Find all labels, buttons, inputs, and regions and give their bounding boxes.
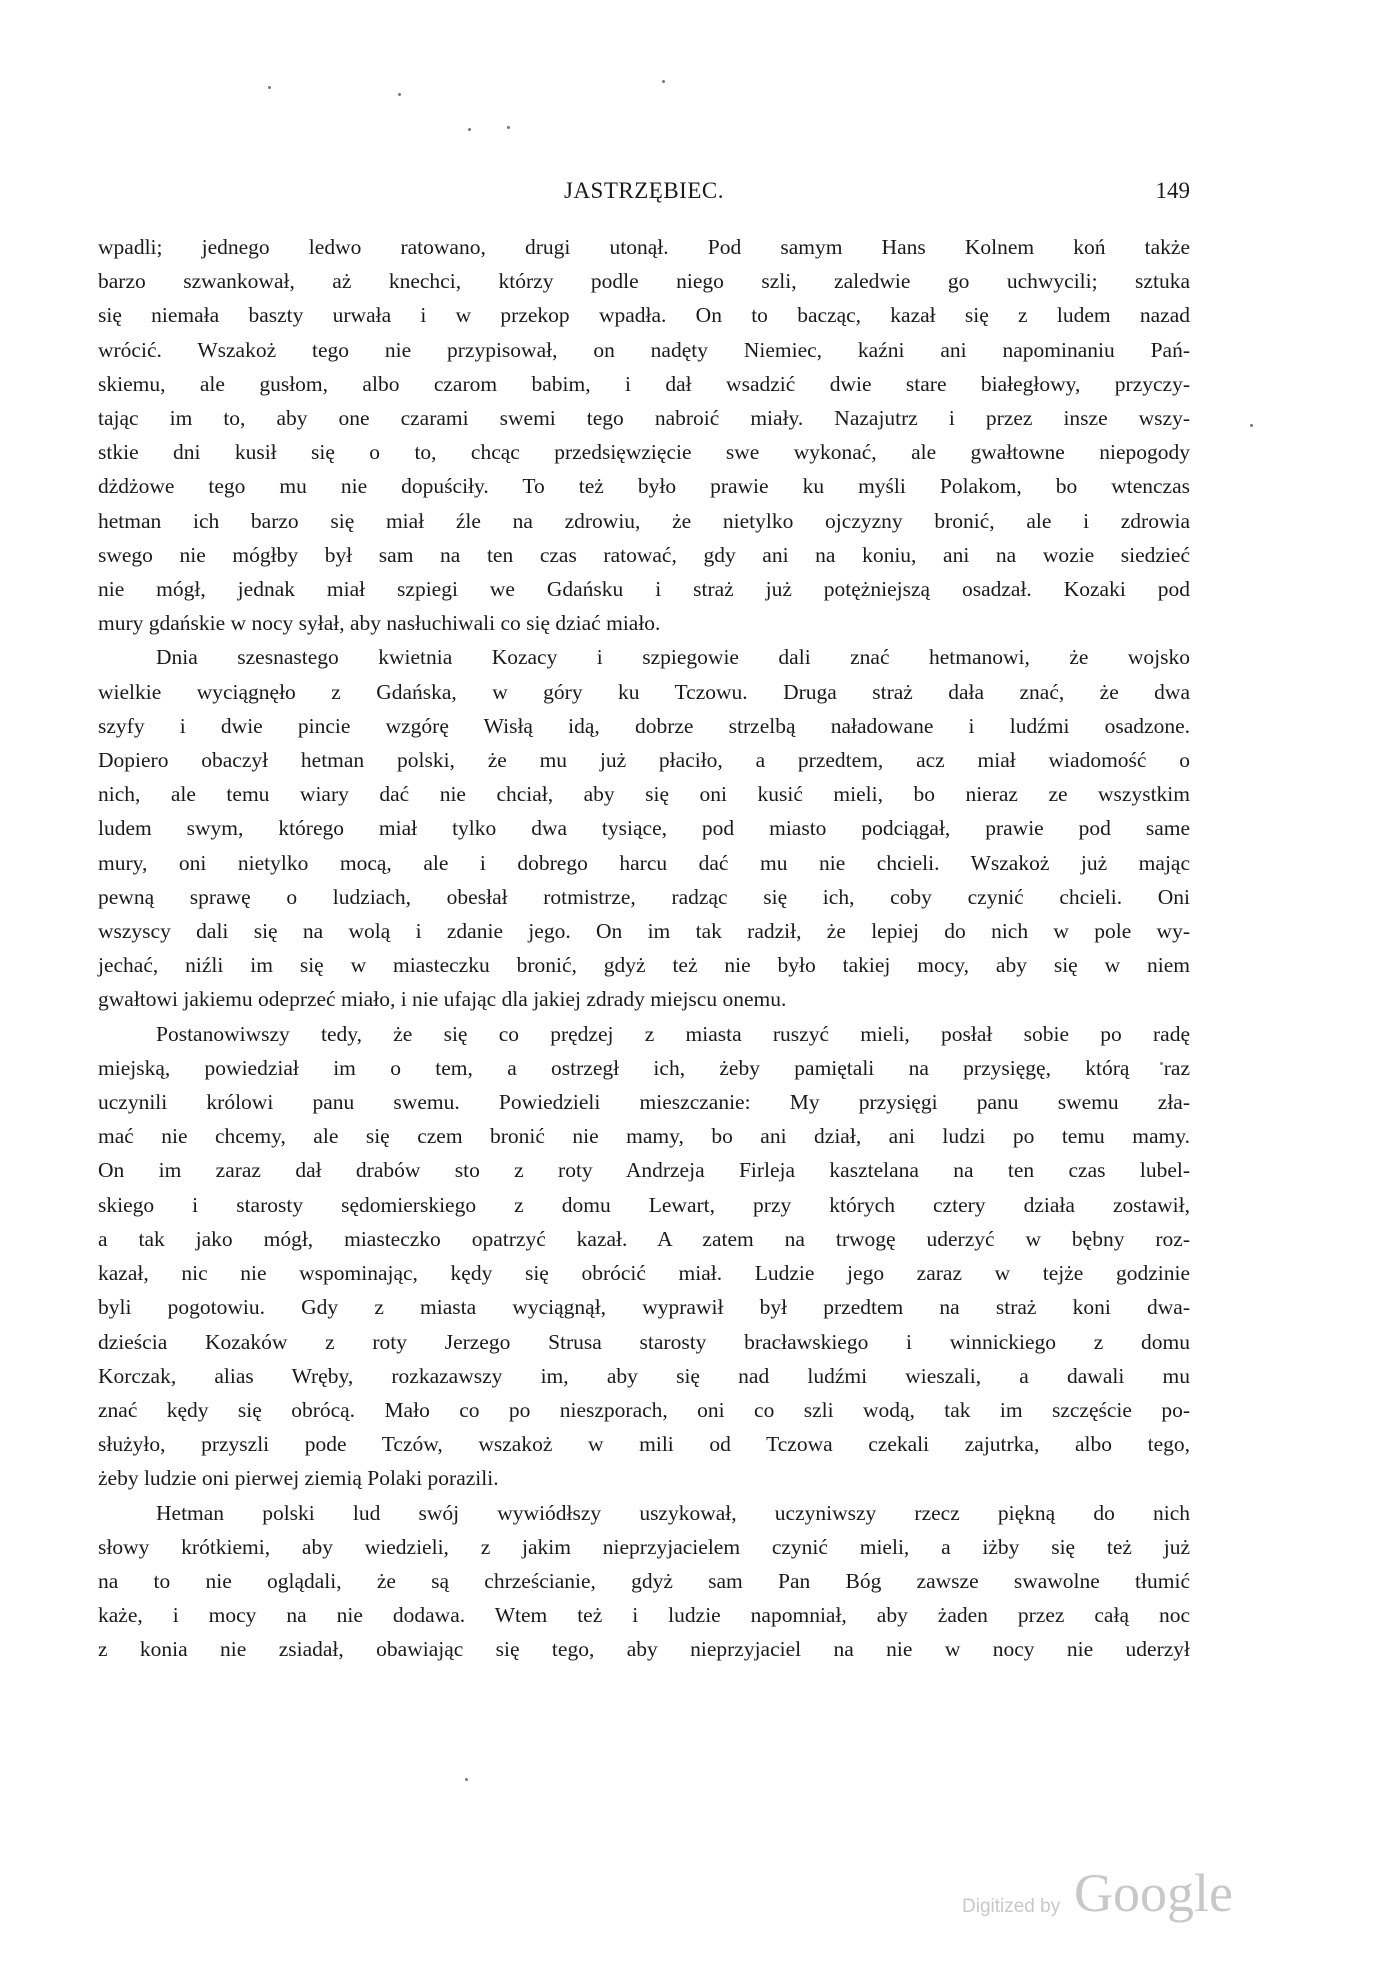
text-line: Hetman polski lud swój wywiódłszy uszykował, uczyniwszy rzecz piękną do nich [156, 1500, 1190, 1525]
watermark-logo-text: Google [1074, 1863, 1233, 1923]
text-line: każe, i mocy na nie dodawa. Wtem też i ludzie napomniał, aby żaden przez całą noc [98, 1603, 1190, 1628]
text-line: uczynili królowi panu swemu. Powiedzieli mieszczanie: My przysięgi panu swemu zła- [98, 1090, 1190, 1115]
text-line: dżdżowe tego mu nie dopuściły. To też było prawie ku myśli Polakom, bo wtenczas [98, 474, 1190, 499]
text-line: jechać, niźli im się w miasteczku bronić, gdyż też nie było takiej mocy, aby się w niem [98, 953, 1190, 978]
scan-speck [398, 93, 401, 96]
text-line: nie mógł, jednak miał szpiegi we Gdańsku i straż już potężniejszą osadzał. Kozaki pod [98, 577, 1190, 602]
paragraph-4 [98, 1496, 1190, 1667]
running-head: JASTRZĘBIEC. [564, 178, 724, 203]
paragraph-1 [98, 230, 1190, 640]
text-line: Dopiero obaczył hetman polski, że mu już płaciło, a przedtem, acz miał wiadomość o [98, 748, 1190, 773]
text-line: kazał, nic nie wspominając, kędy się obrócić miał. Ludzie jego zaraz w tejże godzinie [98, 1261, 1190, 1286]
text-line: mać nie chcemy, ale się czem bronić nie mamy, bo ani dział, ani ludzi po temu mamy. [98, 1124, 1190, 1149]
page-header [98, 178, 1190, 212]
text-line: swego nie mógłby był sam na ten czas ratować, gdy ani na koniu, ani na wozie siedzieć [98, 542, 1190, 567]
text-line: Postanowiwszy tedy, że się co prędzej z miasta ruszyć mieli, posłał sobie po radę [156, 1021, 1190, 1046]
text-line: stkie dni kusił się o to, chcąc przedsięwzięcie swe wykonać, ale gwałtowne niepogody [98, 440, 1190, 465]
scan-speck [1250, 424, 1253, 427]
text-line: hetman ich barzo się miał źle na zdrowiu, że nietylko ojczyzny bronić, ale i zdrowia [98, 508, 1190, 533]
watermark-small-text: Digitized by [962, 1896, 1061, 1917]
text-line: szyfy i dwie pincie wzgórę Wisłą idą, dobrze strzelbą naładowane i ludźmi osadzone. [98, 713, 1190, 738]
body-text [98, 230, 1190, 1667]
text-line: miejską, powiedział im o tem, a ostrzegł ich, żeby pamiętali na przysięgę, którą raz [98, 1055, 1190, 1080]
text-line: skiemu, ale gusłom, albo czarom babim, i dał wsadzić dwie stare białegłowy, przyczy- [98, 371, 1190, 396]
text-line: On im zaraz dał drabów sto z roty Andrzeja Firleja kasztelana na ten czas lubel- [98, 1158, 1190, 1183]
scan-speck [507, 126, 510, 129]
text-line: wszyscy dali się na wolą i zdanie jego. On im tak radził, że lepiej do nich w pole wy- [98, 919, 1190, 944]
text-line: znać kędy się obrócą. Mało co po nieszporach, oni co szli wodą, tak im szczęście po- [98, 1397, 1190, 1422]
text-line: a tak jako mógł, miasteczko opatrzyć kazał. A zatem na trwogę uderzyć w bębny roz- [98, 1226, 1190, 1251]
text-line: mury gdańskie w nocy syłał, aby nasłuchiwali co się dziać miało. [98, 611, 661, 636]
text-line: służyło, przyszli pode Tczów, wszakoż w mili od Tczowa czekali zajutrka, albo tego, [98, 1432, 1190, 1457]
scan-speck [465, 1778, 468, 1781]
digitized-by-google-watermark [962, 1863, 1242, 1928]
text-line: wrócić. Wszakoż tego nie przypisował, on nadęty Niemiec, kaźni ani napominaniu Pań- [98, 337, 1190, 362]
text-line: tając im to, aby one czarami swemi tego nabroić miały. Nazajutrz i przez insze wszy- [98, 406, 1190, 431]
text-line: mury, oni nietylko mocą, ale i dobrego harcu dać mu nie chcieli. Wszakoż już mając [98, 850, 1190, 875]
text-line: byli pogotowiu. Gdy z miasta wyciągnął, wyprawił był przedtem na straż koni dwa- [98, 1295, 1190, 1320]
text-line: gwałtowi jakiemu odeprzeć miało, i nie ufając dla jakiej zdrady miejscu onemu. [98, 987, 787, 1012]
text-line: ludem swym, którego miał tylko dwa tysiące, pod miasto podciągał, prawie pod same [98, 816, 1190, 841]
text-line: się niemała baszty urwała i w przekop wpadła. On to bacząc, kazał się z ludem nazad [98, 303, 1190, 328]
text-line: skiego i starosty sędomierskiego z domu Lewart, przy których cztery działa zostawił, [98, 1192, 1190, 1217]
paragraph-3 [98, 1017, 1190, 1496]
page-number: 149 [1155, 178, 1190, 203]
text-line: Korczak, alias Wręby, rozkazawszy im, aby się nad ludźmi wieszali, a dawali mu [98, 1363, 1190, 1388]
text-line: z konia nie zsiadał, obawiając się tego, aby nieprzyjaciel na nie w nocy nie uderzył [98, 1637, 1190, 1662]
text-line: pewną sprawę o ludziach, obesłał rotmistrze, radząc się ich, coby czynić chcieli. Oni [98, 884, 1190, 909]
text-line: słowy krótkiemi, aby wiedzieli, z jakim nieprzyjacielem czynić mieli, a iżby się też już [98, 1534, 1190, 1559]
text-line: wpadli; jednego ledwo ratowano, drugi utonął. Pod samym Hans Kolnem koń także [98, 235, 1190, 259]
text-line: na to nie oglądali, że są chrześcianie, gdyż sam Pan Bóg zawsze swawolne tłumić [98, 1568, 1190, 1593]
scan-speck [662, 80, 665, 83]
text-line: wielkie wyciągnęło z Gdańska, w góry ku Tczowu. Druga straż dała znać, że dwa [98, 679, 1190, 704]
text-line: barzo szwankował, aż knechci, którzy podle niego szli, zaledwie go uchwycili; sztuka [98, 269, 1190, 294]
text-line: żeby ludzie oni pierwej ziemią Polaki porazili. [98, 1466, 499, 1491]
text-line: dzieścia Kozaków z roty Jerzego Strusa starosty bracławskiego i winnickiego z domu [98, 1329, 1190, 1354]
paragraph-2 [98, 640, 1190, 1016]
scan-speck [468, 128, 471, 131]
text-line: Dnia szesnastego kwietnia Kozacy i szpiegowie dali znać hetmanowi, że wojsko [156, 645, 1190, 670]
text-line: nich, ale temu wiary dać nie chciał, aby się oni kusić mieli, bo nieraz ze wszystkim [98, 782, 1190, 807]
scan-speck [268, 86, 271, 89]
